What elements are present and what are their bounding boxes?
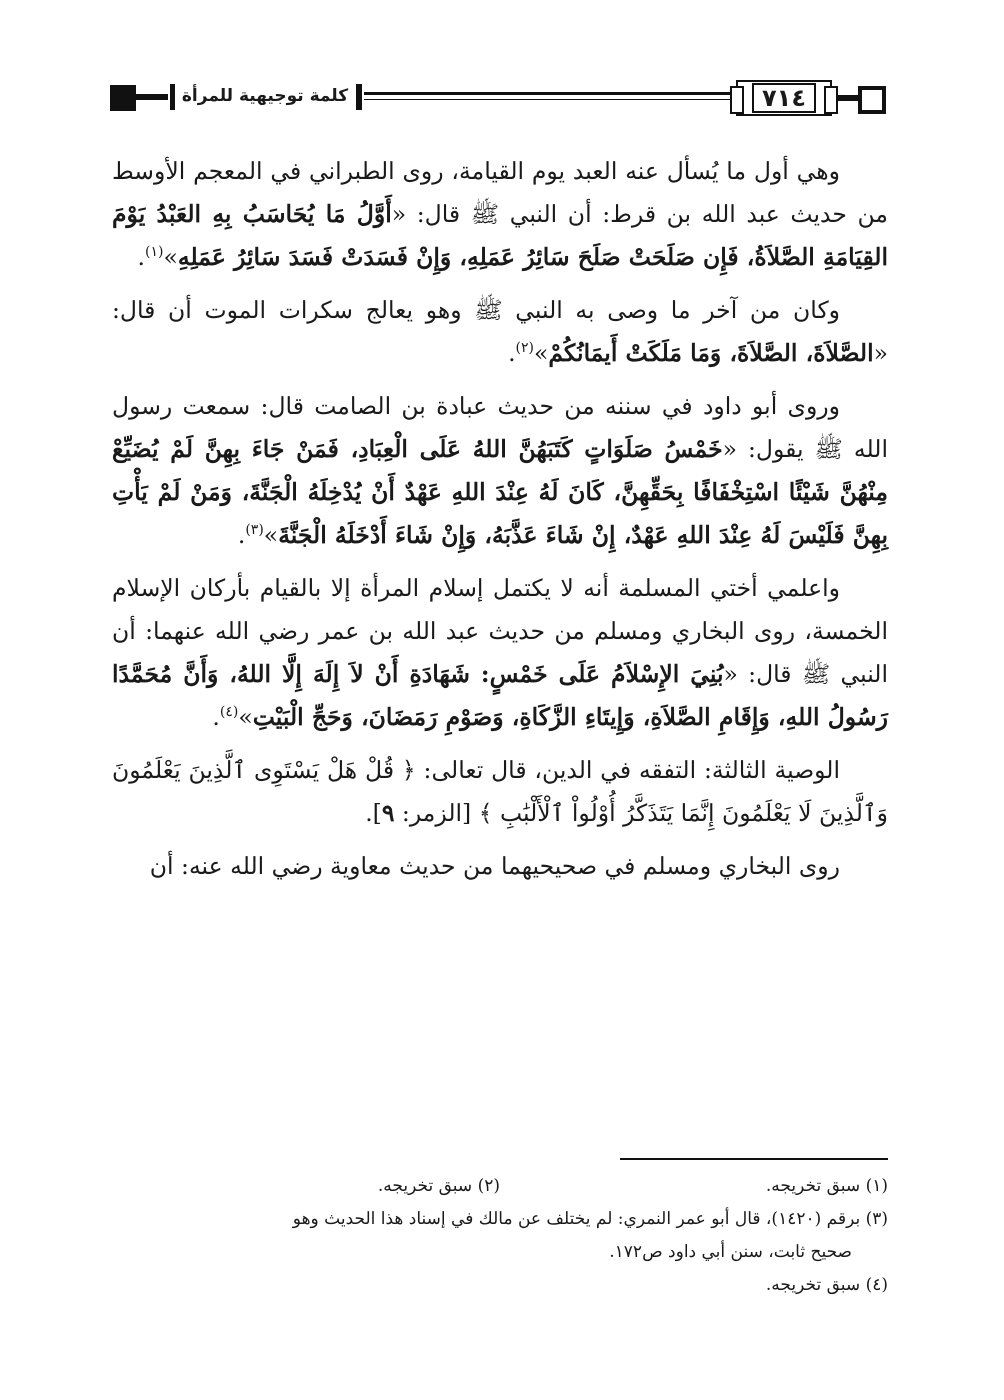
punctuation: . (237, 521, 246, 549)
paragraph (112, 289, 888, 375)
footnotes (112, 1170, 888, 1302)
footnote-row (112, 1170, 888, 1203)
punctuation: . (508, 339, 516, 367)
header-rule (364, 92, 730, 100)
footnote-3: (٣) برقم (١٤٢٠)، قال أبو عمر النمري: لم يختلف عن مالك في إسناد هذا الحديث وهو (292, 1209, 888, 1229)
page-number-frame (736, 80, 832, 116)
paragraph-text: الوصية الثالثة: التفقه في الدين، قال تعالى: ﴿ (394, 756, 840, 784)
paragraph (112, 845, 888, 888)
punctuation: . (137, 243, 145, 271)
hadith-quote: خَمْسُ صَلَوَاتٍ كَتَبَهُنَّ اللهُ عَلَى الْعِبَادِ، فَمَنْ جَاءَ بِهِنَّ لَمْ يُضَيِّعْ مِنْهُنَّ شَيْئًا اسْتِخْفَافًا بِحَقِّهِنَّ، كَانَ لَهُ عِنْدَ اللهِ عَهْدٌ أَنْ يُدْخِلَهُ الْجَنَّةَ، وَمَنْ لَمْ يَأْتِ بِهِنَّ فَلَيْسَ لَهُ عِنْدَ اللهِ عَهْدٌ، إِنْ شَاءَ عَذَّبَهُ، وَإِنْ شَاءَ أَدْخَلَهُ الْجَنَّةَ (112, 435, 888, 549)
main-text (112, 150, 888, 898)
paragraph-text: وروى أبو داود في سننه من حديث عبادة بن الصامت قال: سمعت رسول الله ﷺ يقول: « (112, 392, 888, 463)
verse-reference: ﴾ [الزمر: (394, 799, 500, 827)
footnote-separator (620, 1158, 888, 1160)
footnote-3-continuation: صحيح ثابت، سنن أبي داود ص١٧٢. (609, 1242, 852, 1262)
footnote-ref[interactable]: (٣) (245, 522, 264, 539)
paragraph (112, 567, 888, 739)
footnote-2: (٢) سبق تخريجه. (377, 1176, 500, 1196)
footnote-ref[interactable]: (٤) (219, 704, 239, 721)
page-number: ٧١٤ (752, 83, 816, 113)
punctuation: . (212, 703, 220, 731)
header-ornament-square-left (110, 85, 136, 111)
page-header (110, 80, 886, 130)
punctuation: ]. (365, 799, 382, 827)
quran-verse: قُلْ هَلْ يَسْتَوِى ٱلَّذِينَ يَعْلَمُونَ وَٱلَّذِينَ لَا يَعْلَمُونَ إِنَّمَا يَتَذَكَّرُ أُوْلُواْ ٱلْأَلْبَٰبِ (112, 756, 888, 827)
hadith-quote: الصَّلاَةَ، الصَّلاَةَ، وَمَا مَلَكَتْ أَيمَانُكُمْ (548, 339, 874, 367)
footnote-ref[interactable]: (٢) (515, 340, 535, 357)
header-ornament-bar (170, 84, 175, 110)
header-ornament-bar (356, 84, 362, 110)
hadith-quote: أَوَّلُ مَا يُحَاسَبُ بِهِ العَبْدُ يَوْمَ القِيَامَةِ الصَّلاَةُ، فَإِن صَلَحَتْ صَلَحَ سَائِرُ عَمَلِهِ، وَإِنْ فَسَدَتْ فَسَدَ سَائِرُ عَمَلِهِ (112, 200, 888, 271)
footnote-1: (١) سبق تخريجه. (765, 1176, 888, 1196)
quote-mark: » (263, 521, 279, 549)
quote-mark: » (534, 339, 549, 367)
running-title: كلمة توجيهية للمرأة (181, 86, 349, 106)
paragraph (112, 385, 888, 557)
footnote-4: (٤) سبق تخريجه. (765, 1275, 888, 1295)
paragraph-text: وهي أول ما يُسأل عنه العبد يوم القيامة، روى الطبراني في المعجم الأوسط من حديث عبد الله بن قرط: أن النبي ﷺ قال: « (112, 157, 888, 228)
quote-mark: » (238, 703, 253, 731)
verse-number: ٩ (381, 799, 395, 827)
paragraph-text: واعلمي أختي المسلمة أنه لا يكتمل إسلام المرأة إلا بالقيام بأركان الإسلام الخمسة، روى البخاري ومسلم من حديث عبد الله بن عمر رضي الله عنهما: أن النبي ﷺ قال: « (112, 574, 888, 688)
paragraph-text: وكان من آخر ما وصى به النبي ﷺ وهو يعالج سكرات الموت أن قال: « (112, 296, 888, 367)
header-ornament-line (136, 94, 168, 100)
hadith-quote: بُنِيَ الإِسْلاَمُ عَلَى خَمْسٍ: شَهَادَةِ أَنْ لاَ إِلَهَ إِلَّا اللهُ، وَأَنَّ مُحَمَّدًا رَسُولُ اللهِ، وَإِقَامِ الصَّلاَةِ، وَإِيتَاءِ الزَّكَاةِ، وَصَوْمِ رَمَضَانَ، وَحَجِّ الْبَيْتِ (112, 660, 888, 731)
paragraph (112, 749, 888, 835)
footnote-ref[interactable]: (١) (145, 244, 164, 261)
quote-mark: » (163, 243, 178, 271)
paragraph (112, 150, 888, 279)
header-ornament-square-right (858, 86, 886, 114)
paragraph-text: روى البخاري ومسلم في صحيحيهما من حديث معاوية رضي الله عنه: أن (149, 852, 840, 880)
